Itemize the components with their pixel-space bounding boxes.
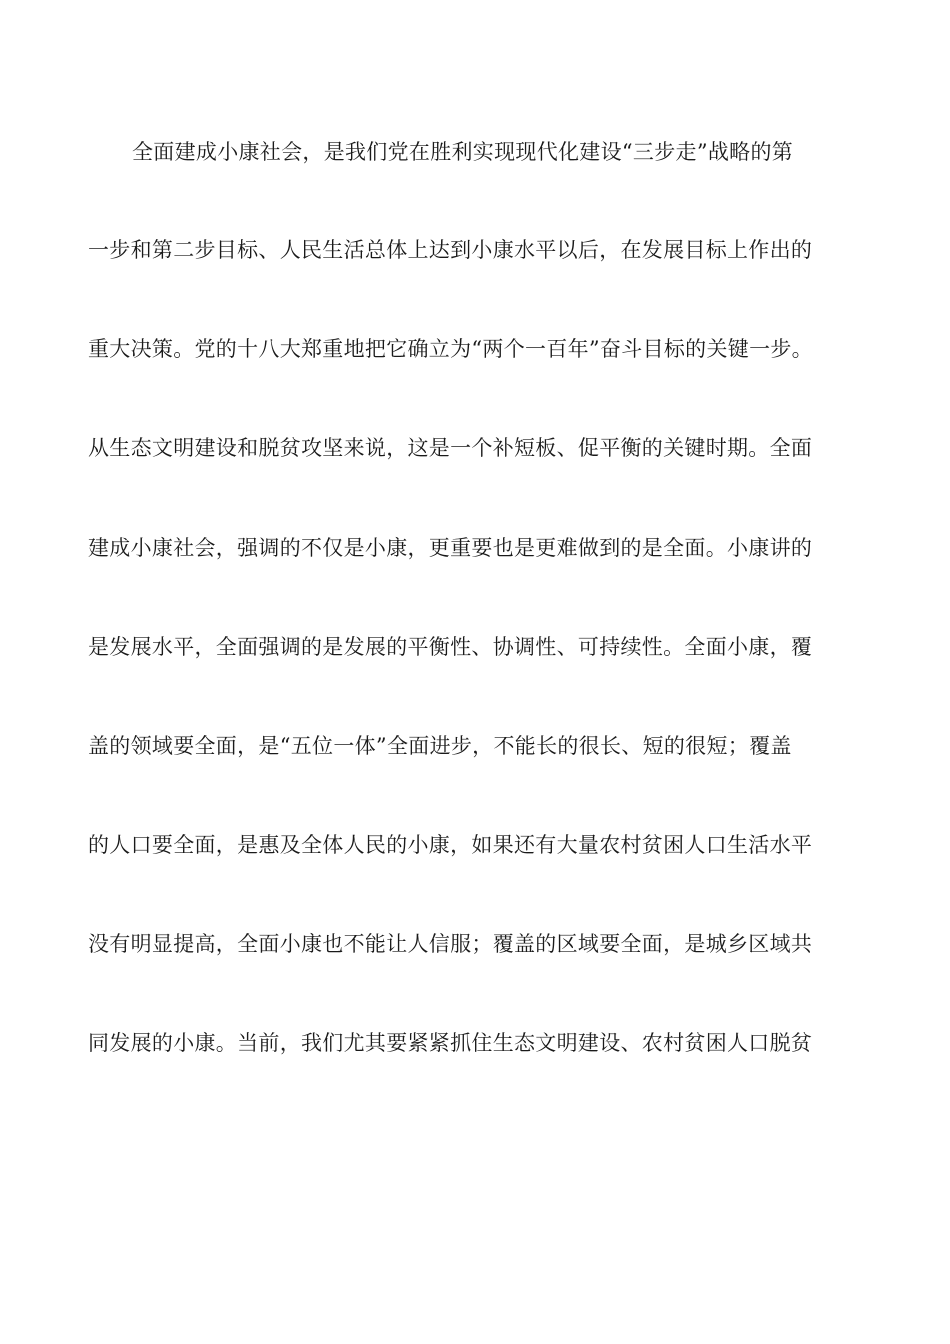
paragraph-line-2: 一步和第二步目标、人民生活总体上达到小康水平以后，在发展目标上作出的 (88, 238, 813, 262)
paragraph-line-8: 的人口要全面，是惠及全体人民的小康，如果还有大量农村贫困人口生活水平 (88, 833, 813, 857)
paragraph-line-5: 建成小康社会，强调的不仅是小康，更重要也是更难做到的是全面。小康讲的 (88, 536, 813, 560)
paragraph-line-4: 从生态文明建设和脱贫攻坚来说，这是一个补短板、促平衡的关键时期。全面 (88, 436, 813, 460)
paragraph-line-10: 同发展的小康。当前，我们尤其要紧紧抓住生态文明建设、农村贫困人口脱贫 (88, 1031, 813, 1055)
paragraph-line-7: 盖的领域要全面，是“五位一体”全面进步，不能长的很长、短的很短；覆盖 (88, 734, 792, 758)
paragraph-line-6: 是发展水平，全面强调的是发展的平衡性、协调性、可持续性。全面小康，覆 (88, 635, 813, 659)
paragraph-line-9: 没有明显提高，全面小康也不能让人信服；覆盖的区域要全面，是城乡区域共 (88, 932, 813, 956)
paragraph-line-1: 全面建成小康社会，是我们党在胜利实现现代化建设“三步走”战略的第 (132, 140, 794, 164)
paragraph-line-3: 重大决策。党的十八大郑重地把它确立为“两个一百年”奋斗目标的关键一步。 (88, 337, 813, 361)
